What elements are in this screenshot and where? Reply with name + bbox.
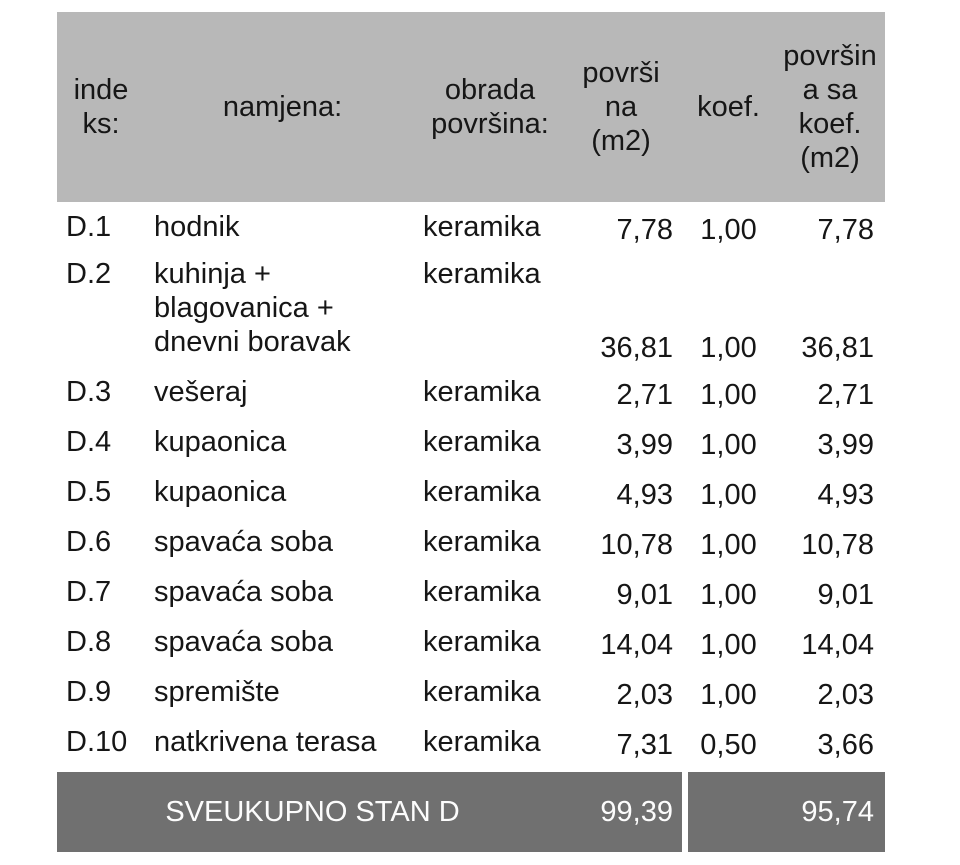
header-line: površin: [783, 40, 877, 72]
cell-koef: 1,00: [700, 429, 757, 461]
table-row: [57, 417, 885, 467]
cell-povrsina: 7,31: [616, 729, 673, 761]
cell-indeks: D.5: [66, 476, 112, 508]
footer-total-povrsina-koef: 95,74: [688, 772, 885, 852]
table-footer-row: [57, 772, 885, 852]
cell-koef: 1,00: [700, 579, 757, 611]
cell-povrsina: 4,93: [616, 479, 673, 511]
cell-namjena: kupaonica: [154, 426, 287, 458]
header-cell-koef: [682, 12, 775, 202]
table-row: [57, 717, 885, 767]
table-row: [57, 567, 885, 617]
cell-obrada: keramika: [423, 576, 541, 608]
cell-namjena: vešeraj: [154, 376, 248, 408]
table-row: [57, 467, 885, 517]
table-body: [57, 202, 885, 767]
cell-obrada: keramika: [423, 476, 541, 508]
cell-indeks: D.8: [66, 626, 112, 658]
cell-povrsina-koef: 2,03: [817, 679, 874, 711]
area-table: [57, 12, 885, 852]
cell-koef: 1,00: [700, 679, 757, 711]
header-line: a sa: [802, 74, 858, 106]
cell-povrsina-koef: 7,78: [817, 214, 874, 246]
cell-obrada: keramika: [423, 626, 541, 658]
cell-indeks: D.2: [66, 258, 112, 290]
header-cell-indeks: [57, 12, 145, 202]
table-row: [57, 252, 885, 367]
header-line: na: [604, 91, 638, 123]
header-line: (m2): [800, 142, 860, 174]
cell-obrada: keramika: [423, 426, 541, 458]
header-line: koef.: [798, 108, 862, 140]
cell-indeks: D.3: [66, 376, 112, 408]
cell-indeks: D.10: [66, 726, 128, 758]
cell-povrsina: 2,71: [616, 379, 673, 411]
table-row: [57, 667, 885, 717]
cell-indeks: D.9: [66, 676, 112, 708]
table-row: [57, 517, 885, 567]
cell-namjena: kupaonica: [154, 476, 287, 508]
cell-indeks: D.7: [66, 576, 112, 608]
cell-namjena: spremište: [154, 676, 280, 708]
cell-povrsina-koef: 3,99: [817, 429, 874, 461]
cell-povrsina: 2,03: [616, 679, 673, 711]
cell-povrsina-koef: 36,81: [801, 332, 874, 364]
cell-koef: 0,50: [700, 729, 757, 761]
table-row: [57, 367, 885, 417]
footer-total-label: SVEUKUPNO STAN D: [165, 795, 460, 828]
cell-koef: 1,00: [700, 214, 757, 246]
cell-povrsina: 36,81: [600, 332, 673, 364]
namjena-line: kuhinja +: [154, 258, 271, 290]
cell-namjena: [145, 252, 420, 367]
header-line: obrada: [444, 74, 536, 106]
cell-namjena: hodnik: [154, 211, 240, 243]
header-cell-povrsina: [560, 12, 682, 202]
cell-povrsina-koef: 2,71: [817, 379, 874, 411]
cell-povrsina-koef: 9,01: [817, 579, 874, 611]
cell-namjena: natkrivena terasa: [154, 726, 377, 758]
cell-indeks: D.1: [66, 211, 112, 243]
cell-koef: 1,00: [700, 379, 757, 411]
namjena-line: dnevni boravak: [154, 326, 351, 358]
table-row: [57, 617, 885, 667]
table-header-row: [57, 12, 885, 202]
header-cell-povrsina-koef: [775, 12, 885, 202]
header-cell-namjena: [145, 12, 420, 202]
header-line: (m2): [591, 125, 651, 157]
header-cell-obrada: [420, 12, 560, 202]
cell-indeks: D.6: [66, 526, 112, 558]
header-line: ks:: [82, 108, 120, 140]
cell-namjena: spavaća soba: [154, 526, 333, 558]
cell-povrsina-koef: 4,93: [817, 479, 874, 511]
cell-povrsina: 10,78: [600, 529, 673, 561]
cell-koef: 1,00: [700, 629, 757, 661]
header-line: površina:: [431, 108, 549, 140]
header-line: koef.: [697, 91, 760, 123]
footer-total-povrsina: 99,39: [600, 795, 673, 828]
cell-namjena: spavaća soba: [154, 626, 333, 658]
cell-koef: 1,00: [700, 332, 757, 364]
table-row: [57, 202, 885, 252]
cell-povrsina: 14,04: [600, 629, 673, 661]
header-line: namjena:: [222, 91, 343, 123]
cell-obrada: keramika: [423, 376, 541, 408]
cell-koef: 1,00: [700, 529, 757, 561]
cell-povrsina-koef: 10,78: [801, 529, 874, 561]
cell-obrada: keramika: [423, 258, 541, 290]
cell-povrsina: 3,99: [616, 429, 673, 461]
cell-indeks: D.4: [66, 426, 112, 458]
namjena-line: blagovanica +: [154, 292, 334, 324]
header-line: inde: [73, 74, 129, 106]
header-line: površi: [582, 57, 660, 89]
cell-obrada: keramika: [423, 211, 541, 243]
cell-povrsina-koef: 14,04: [801, 629, 874, 661]
cell-povrsina: 9,01: [616, 579, 673, 611]
cell-povrsina-koef: 3,66: [817, 729, 874, 761]
cell-obrada: keramika: [423, 726, 541, 758]
cell-obrada: keramika: [423, 526, 541, 558]
cell-povrsina: 7,78: [616, 214, 673, 246]
cell-namjena: spavaća soba: [154, 576, 333, 608]
cell-koef: 1,00: [700, 479, 757, 511]
cell-obrada: keramika: [423, 676, 541, 708]
footer-total-cell: [57, 772, 682, 852]
